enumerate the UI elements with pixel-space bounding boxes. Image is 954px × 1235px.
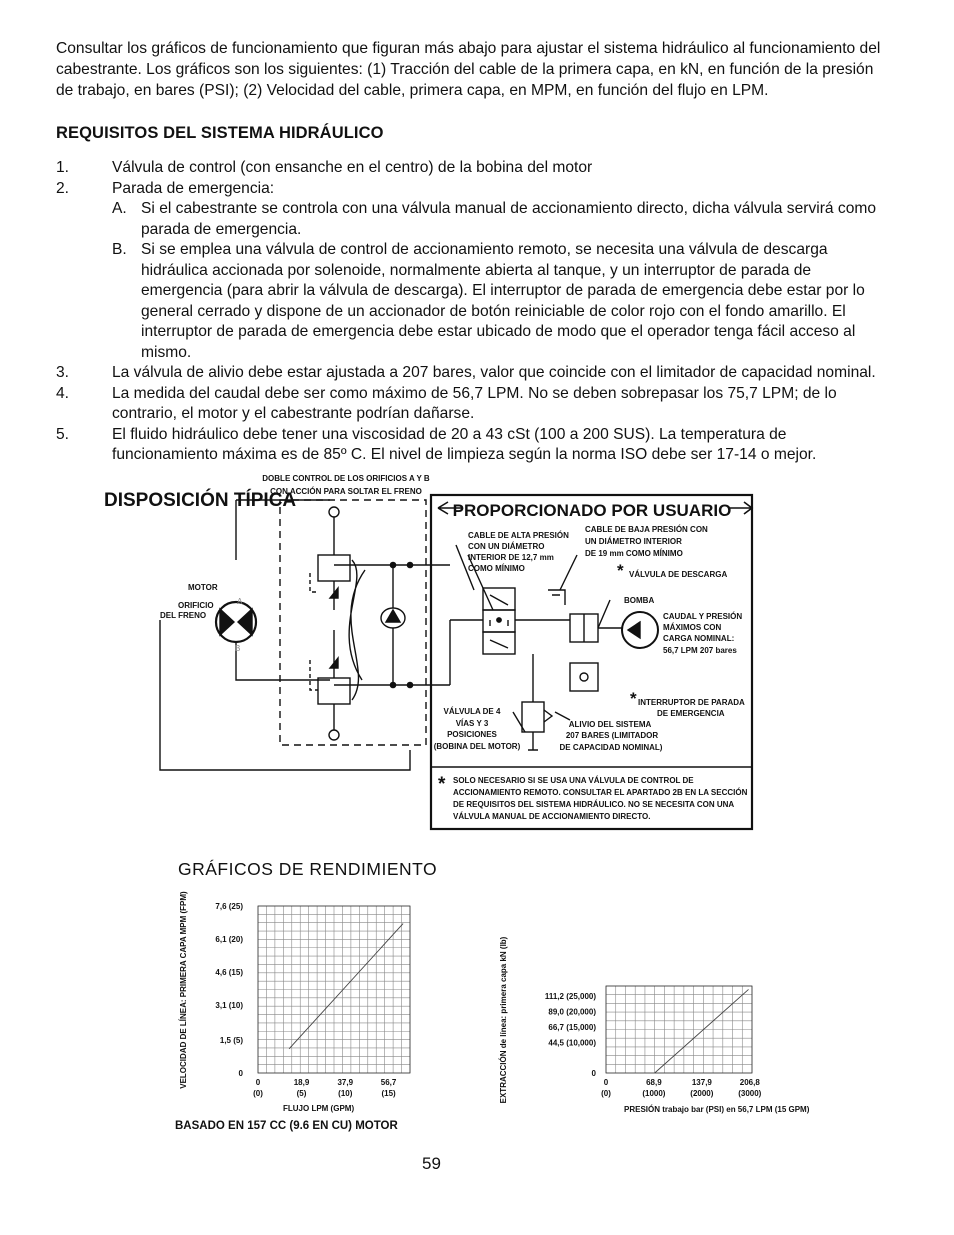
tank-icon xyxy=(548,590,565,605)
chart-2 xyxy=(606,986,752,1073)
lp-cable-label: CABLE DE BAJA PRESIÓN CON xyxy=(585,525,708,534)
pump-label: BOMBA xyxy=(624,596,655,605)
y-axis-label: EXTRACCIÓN de línea: primera capa kN (lb) xyxy=(499,936,508,1104)
motor-arrows xyxy=(220,609,252,635)
list-number: 2. xyxy=(56,179,70,197)
dump-valve-label: VÁLVULA DE DESCARGA xyxy=(629,570,728,579)
chart-caption: BASADO EN 157 CC (9.6 EN CU) MOTOR xyxy=(175,1120,398,1132)
hp-cable-label: CABLE DE ALTA PRESIÓN xyxy=(468,531,569,540)
chart-1 xyxy=(258,906,410,1073)
orifice-label: ORIFICIO xyxy=(178,601,214,610)
list-item xyxy=(56,158,896,179)
page-number: 59 xyxy=(422,1154,441,1173)
list-number: 4. xyxy=(56,384,70,402)
x-axis-label: FLUJO LPM (GPM) xyxy=(283,1104,355,1113)
list-item xyxy=(56,363,896,384)
y-tick-label: 89,0 (20,000) xyxy=(548,1007,596,1017)
requirements-list xyxy=(56,158,896,466)
list-text: Válvula de control (con ensanche en el centro) de la bobina del motor xyxy=(112,159,593,176)
flow-label: CARGA NOMINAL: xyxy=(663,634,735,643)
double-control-label: CON ACCIÓN PARA SOLTAR EL FRENO xyxy=(270,487,422,496)
asterisk-mark: * xyxy=(630,689,637,708)
cross-lines xyxy=(349,560,365,700)
y-tick-label: 1,5 (5) xyxy=(219,1036,243,1046)
lower-spring-cap xyxy=(329,730,339,740)
y-tick-label: 0 xyxy=(591,1069,596,1078)
lp-cable-label: UN DIÁMETRO INTERIOR xyxy=(585,537,682,546)
x-tick-label: 137,9 xyxy=(691,1078,712,1087)
y-tick-label: 6,1 (20) xyxy=(215,934,243,944)
sub-list-text: Si se emplea una válvula de control de accionamiento remoto, se necesita una válvula de descarga hidráulica accionada por solenoide, normalmente abierta al tanque, y un interruptor de parada de emergencia (para abrir la válvula de descarga). El interruptor de parada de emergencia debe estar por lo general cerrado y dispone de un accionador de botón reiniciable de color rojo con el fondo amarillo. El interruptor de parada de emergencia debe estar ubicado de modo que el operador tenga fácil acceso al mismo. xyxy=(141,241,865,361)
port-a-label: A xyxy=(237,597,243,606)
flow-label: CAUDAL Y PRESIÓN xyxy=(663,612,743,621)
list-number: 1. xyxy=(56,159,70,176)
estop-switch xyxy=(570,663,598,691)
relief-valve xyxy=(522,702,544,732)
x-tick-label: 0 xyxy=(603,1078,609,1087)
shuttle-arrow xyxy=(386,610,400,622)
estop-label: DE EMERGENCIA xyxy=(657,709,725,718)
directional-valve-bottom xyxy=(483,632,515,654)
x-tick-label: 206,8 xyxy=(739,1078,760,1087)
flow-label: 56,7 LPM 207 bares xyxy=(663,646,737,655)
diagram-title: DISPOSICIÓN TÍPICA xyxy=(104,490,297,511)
y-tick-label: 4,6 (15) xyxy=(215,967,243,977)
list-item xyxy=(56,384,896,425)
series-line xyxy=(655,989,749,1073)
requirements-heading: REQUISITOS DEL SISTEMA HIDRÁULICO xyxy=(56,124,384,142)
upper-spring-cap xyxy=(329,507,339,517)
note-line: DE REQUISITOS DEL SISTEMA HIDRÁULICO. NO SE NECESITA CON UNA xyxy=(453,800,735,809)
valve4-label: VÁLVULA DE 4 xyxy=(443,707,501,716)
series-line xyxy=(289,924,403,1049)
flow-label: MÁXIMOS CON xyxy=(663,623,722,632)
y-tick-label: 111,2 (25,000) xyxy=(544,992,596,1002)
orifice-label: DEL FRENO xyxy=(160,611,207,620)
port-b-label: B xyxy=(235,644,241,653)
frame-lines xyxy=(160,500,410,770)
x-tick-label: 18,9 xyxy=(293,1078,310,1087)
relief-label: DE CAPACIDAD NOMINAL) xyxy=(559,743,663,752)
list-text: La válvula de alivio debe estar ajustada a 207 bares, valor que coincide con el limitador de capacidad nominal. xyxy=(112,364,876,381)
x-tick-label: (10) xyxy=(338,1089,353,1098)
y-tick-label: 3,1 (10) xyxy=(215,1000,243,1010)
asterisk-mark: * xyxy=(438,774,446,795)
note-line: SOLO NECESARIO SI SE USA UNA VÁLVULA DE CONTROL DE xyxy=(453,776,694,785)
x-axis-label: PRESIÓN trabajo bar (PSI) en 56,7 LPM (15 GPM) xyxy=(624,1105,810,1114)
list-item xyxy=(56,179,896,200)
pump-arrow xyxy=(628,622,640,638)
x-tick-label: (0) xyxy=(253,1089,263,1098)
sub-list-item xyxy=(56,199,896,240)
asterisk-mark: * xyxy=(617,561,624,580)
lp-cable-label: DE 19 mm COMO MÍNIMO xyxy=(585,549,683,558)
estop-label: INTERRUPTOR DE PARADA xyxy=(638,698,745,707)
motor-lines xyxy=(236,500,330,680)
note-line: ACCIONAMIENTO REMOTO. CONSULTAR EL APARTADO 2B EN LA SECCIÓN xyxy=(453,788,748,797)
user-box-title: PROPORCIONADO POR USUARIO xyxy=(452,501,732,520)
x-tick-label: (1000) xyxy=(642,1089,666,1098)
motor-label: MOTOR xyxy=(188,583,218,592)
sub-list-item xyxy=(56,240,896,363)
x-tick-label: 56,7 xyxy=(380,1078,397,1087)
x-tick-label: 37,9 xyxy=(337,1078,354,1087)
list-text: Parada de emergencia: xyxy=(112,179,275,197)
junction-dot xyxy=(497,618,501,622)
x-tick-label: (3000) xyxy=(738,1089,762,1098)
list-number: 3. xyxy=(56,364,70,381)
performance-title: GRÁFICOS DE RENDIMIENTO xyxy=(178,859,438,879)
hp-cable-label: INTERIOR DE 12,7 mm xyxy=(468,553,554,562)
sub-list-letter: B. xyxy=(112,241,127,258)
estop-button-icon xyxy=(580,673,588,681)
valve4-label: (BOBINA DEL MOTOR) xyxy=(433,742,521,751)
hp-cable-label: COMO MÍNIMO xyxy=(468,564,525,573)
x-tick-label: 68,9 xyxy=(646,1078,662,1087)
hp-cable-label: CON UN DIÁMETRO xyxy=(468,542,545,551)
relief-label: ALIVIO DEL SISTEMA xyxy=(568,720,652,729)
note-line: VÁLVULA MANUAL DE ACCIONAMIENTO DIRECTO. xyxy=(453,812,651,821)
sub-list-text: Si el cabestrante se controla con una válvula manual de accionamiento directo, dicha válvula servirá como parada de emergencia. xyxy=(141,200,877,238)
x-tick-label: 0 xyxy=(255,1078,261,1087)
x-tick-label: (0) xyxy=(601,1089,611,1098)
double-control-label: DOBLE CONTROL DE LOS ORIFICIOS A Y B xyxy=(262,474,430,483)
y-tick-label: 7,6 (25) xyxy=(215,902,243,911)
y-tick-label: 44,5 (10,000) xyxy=(548,1038,596,1048)
lower-valve xyxy=(318,678,350,704)
y-tick-label: 0 xyxy=(238,1069,243,1078)
y-tick-label: 66,7 (15,000) xyxy=(548,1022,596,1032)
x-tick-label: (5) xyxy=(296,1089,307,1098)
relief-label: 207 BARES (LIMITADOR xyxy=(565,731,659,740)
valve4-label: VÍAS Y 3 xyxy=(455,719,489,728)
list-text: El fluido hidráulico debe tener una viscosidad de 20 a 43 cSt (100 a 200 SUS). La temperatura de funcionamiento máxima es de 85º C. El nivel de limpieza según la norma ISO debe ser 17-14 o mejor. xyxy=(112,425,817,463)
list-text: La medida del caudal debe ser como máximo de 56,7 LPM. No se deben sobrepasar los 75,7 LPM; de lo contrario, el motor y el cabestrante podrían dañarse. xyxy=(112,384,837,422)
leader-lines xyxy=(456,545,610,732)
dump-valve-lines xyxy=(584,614,622,642)
valve-lines xyxy=(450,620,570,685)
y-axis-label: VELOCIDAD DE LÍNEA: PRIMERA CAPA MPM (FPM) xyxy=(179,891,188,1089)
list-number: 5. xyxy=(56,425,70,443)
performance-charts xyxy=(0,880,954,1160)
pilot-lines xyxy=(310,573,318,690)
upper-valve xyxy=(318,555,350,581)
relief-spring xyxy=(544,710,552,722)
sub-list-letter: A. xyxy=(112,200,127,217)
valve4-label: POSICIONES xyxy=(447,730,497,739)
intro-paragraph: Consultar los gráficos de funcionamiento que figuran más abajo para ajustar el sistema hidráulico al funcionamiento del cabestrante. Los gráficos son los siguientes: (1) Tracción del cable de la primera capa, en kN, en función de la presión de trabajo, en bares (PSI); (2) Velocidad del cable, primera capa, en MPM, en función del flujo en LPM. xyxy=(56,40,881,99)
x-tick-label: (2000) xyxy=(690,1089,714,1098)
x-tick-label: (15) xyxy=(381,1089,396,1098)
hydraulic-diagram xyxy=(0,460,954,840)
